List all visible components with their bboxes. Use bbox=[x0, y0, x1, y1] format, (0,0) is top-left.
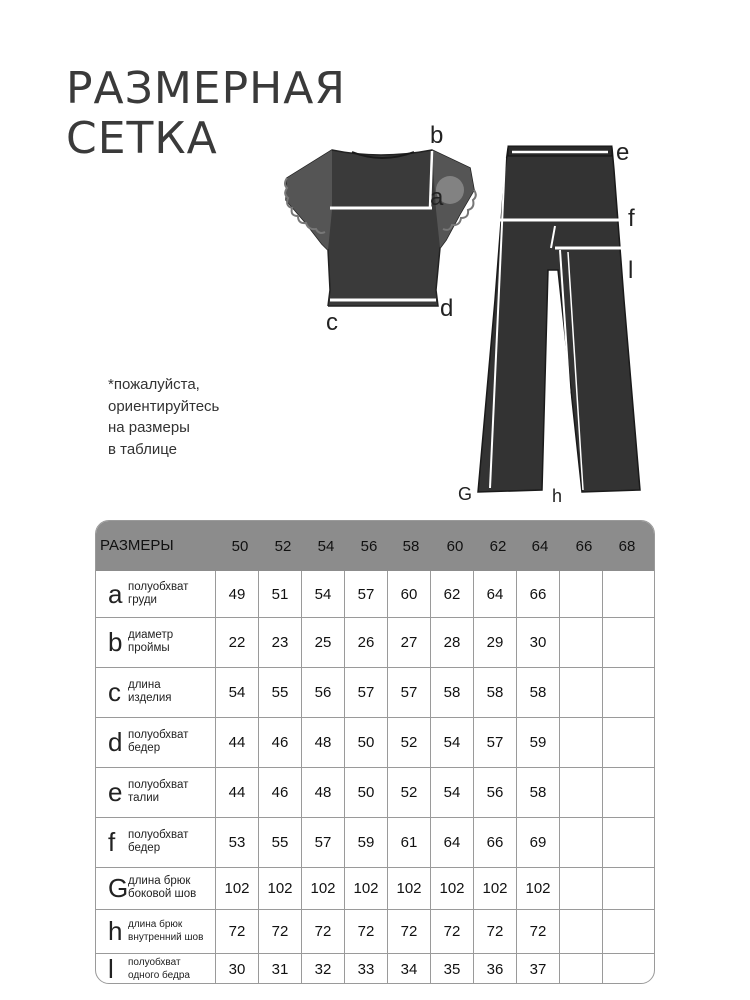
table-cell bbox=[216, 767, 259, 817]
header-size: 50 bbox=[231, 538, 249, 555]
cell-value: 57 bbox=[400, 683, 418, 701]
cell-value: 57 bbox=[357, 683, 375, 701]
cell-value: 64 bbox=[443, 833, 461, 851]
label-a: a bbox=[430, 184, 444, 211]
cell-value: 57 bbox=[357, 585, 375, 603]
table-cell bbox=[517, 617, 560, 667]
cell-value: 44 bbox=[228, 783, 246, 801]
table-cell bbox=[345, 817, 388, 867]
cell-value: 72 bbox=[228, 922, 246, 940]
table-cell bbox=[560, 571, 603, 617]
cell-value: 58 bbox=[529, 683, 547, 701]
cell-value: 61 bbox=[400, 833, 418, 851]
table-cell bbox=[345, 867, 388, 909]
row-description-line: полуобхват bbox=[128, 729, 189, 741]
note-text bbox=[108, 374, 219, 460]
table-cell bbox=[474, 953, 517, 984]
cell-value: 49 bbox=[228, 585, 246, 603]
row-divider bbox=[96, 767, 654, 768]
table-cell bbox=[216, 571, 259, 617]
cell-value: 102 bbox=[439, 879, 465, 897]
cell-value: 35 bbox=[443, 960, 461, 978]
cell-value: 102 bbox=[267, 879, 293, 897]
table-cell bbox=[302, 571, 345, 617]
table-cell bbox=[388, 667, 431, 717]
table-cell bbox=[517, 867, 560, 909]
table-cell bbox=[431, 867, 474, 909]
row-description bbox=[128, 918, 203, 944]
table-cell bbox=[560, 909, 603, 953]
row-letter: d bbox=[108, 727, 123, 757]
table-row bbox=[96, 667, 654, 717]
table-cell bbox=[603, 909, 655, 953]
note-line: *пожалуйста, bbox=[108, 376, 200, 393]
label-e: e bbox=[616, 139, 630, 166]
header-size: 58 bbox=[402, 538, 420, 555]
cell-value: 102 bbox=[310, 879, 336, 897]
row-description-line: полуобхват bbox=[128, 829, 189, 841]
table-cell bbox=[259, 617, 302, 667]
cell-value: 72 bbox=[314, 922, 332, 940]
cell-value: 55 bbox=[271, 833, 289, 851]
table-cell bbox=[259, 571, 302, 617]
cell-value: 32 bbox=[314, 960, 332, 978]
label-G: G bbox=[458, 484, 473, 504]
header-size: 62 bbox=[489, 538, 507, 555]
label-d: d bbox=[440, 295, 454, 322]
table-cell bbox=[388, 867, 431, 909]
table-cell bbox=[603, 867, 655, 909]
table-cell bbox=[560, 717, 603, 767]
row-label bbox=[96, 909, 216, 953]
label-f: f bbox=[628, 205, 635, 232]
cell-value: 50 bbox=[357, 783, 375, 801]
cell-value: 72 bbox=[443, 922, 461, 940]
table-cell bbox=[560, 617, 603, 667]
cell-value: 66 bbox=[486, 833, 504, 851]
table-cell bbox=[259, 817, 302, 867]
table-cell bbox=[302, 909, 345, 953]
table-row bbox=[96, 867, 654, 909]
row-divider bbox=[96, 667, 654, 668]
cell-value: 48 bbox=[314, 783, 332, 801]
cell-value: 46 bbox=[271, 783, 289, 801]
cell-value: 58 bbox=[486, 683, 504, 701]
row-description-line: полуобхват bbox=[128, 581, 189, 593]
title-line-2: СЕТКА bbox=[66, 113, 218, 164]
row-description-line: боковой шов bbox=[128, 888, 197, 900]
table-cell bbox=[216, 953, 259, 984]
cell-value: 46 bbox=[271, 733, 289, 751]
row-description-line: длина брюк bbox=[128, 875, 191, 887]
table-cell bbox=[259, 909, 302, 953]
cell-value: 57 bbox=[486, 733, 504, 751]
cell-value: 36 bbox=[486, 960, 504, 978]
label-c: c bbox=[326, 309, 338, 336]
cell-value: 102 bbox=[224, 879, 250, 897]
table-cell bbox=[345, 909, 388, 953]
table-cell bbox=[388, 571, 431, 617]
table-cell bbox=[345, 767, 388, 817]
table-cell bbox=[431, 571, 474, 617]
table-cell bbox=[517, 953, 560, 984]
row-divider bbox=[96, 909, 654, 910]
row-description bbox=[128, 779, 188, 805]
table-cell bbox=[431, 767, 474, 817]
note-line: ориентируйтесь bbox=[108, 397, 220, 415]
size-table bbox=[95, 520, 655, 984]
table-cell bbox=[302, 717, 345, 767]
row-description-line: проймы bbox=[128, 642, 170, 654]
cell-value: 30 bbox=[228, 960, 246, 978]
row-letter: G bbox=[108, 873, 129, 903]
table-cell bbox=[216, 909, 259, 953]
row-description-line: полуобхват bbox=[128, 957, 181, 968]
header-label: РАЗМЕРЫ bbox=[100, 537, 174, 554]
table-row bbox=[96, 571, 654, 617]
cell-value: 58 bbox=[529, 783, 547, 801]
table-cell bbox=[431, 617, 474, 667]
cell-value: 31 bbox=[271, 960, 289, 978]
table-cell bbox=[474, 767, 517, 817]
cell-value: 59 bbox=[529, 733, 547, 751]
cell-value: 37 bbox=[529, 960, 547, 978]
table-cell bbox=[603, 571, 655, 617]
header-size: 66 bbox=[575, 538, 593, 555]
cell-value: 30 bbox=[529, 633, 547, 651]
cell-value: 54 bbox=[443, 783, 461, 801]
row-description-line: талии bbox=[128, 792, 160, 804]
row-label bbox=[96, 767, 216, 817]
table-cell bbox=[603, 767, 655, 817]
table-cell bbox=[302, 953, 345, 984]
table-cell bbox=[388, 717, 431, 767]
table-row bbox=[96, 817, 654, 867]
row-letter: h bbox=[108, 916, 123, 946]
table-cell bbox=[474, 867, 517, 909]
cell-value: 66 bbox=[529, 585, 547, 603]
table-row bbox=[96, 717, 654, 767]
label-h: h bbox=[552, 486, 563, 506]
row-letter: f bbox=[108, 827, 116, 857]
row-divider bbox=[96, 717, 654, 718]
cell-value: 23 bbox=[271, 633, 289, 651]
table-cell bbox=[302, 867, 345, 909]
cell-value: 53 bbox=[228, 833, 246, 851]
cell-value: 57 bbox=[314, 833, 332, 851]
table-cell bbox=[517, 767, 560, 817]
cell-value: 69 bbox=[529, 833, 547, 851]
row-label bbox=[96, 717, 216, 767]
table-cell bbox=[474, 667, 517, 717]
cell-value: 102 bbox=[525, 879, 551, 897]
cell-value: 52 bbox=[400, 733, 418, 751]
cell-value: 72 bbox=[357, 922, 375, 940]
row-description-line: груди bbox=[128, 594, 157, 606]
row-description bbox=[128, 729, 188, 755]
row-description-line: изделия bbox=[128, 692, 172, 704]
row-divider bbox=[96, 617, 654, 618]
table-cell bbox=[216, 867, 259, 909]
row-description-line: длина брюк bbox=[128, 919, 183, 930]
row-description bbox=[128, 829, 188, 855]
cell-value: 34 bbox=[400, 960, 418, 978]
row-label bbox=[96, 867, 216, 909]
table-cell bbox=[345, 667, 388, 717]
cell-value: 22 bbox=[228, 633, 246, 651]
table-cell bbox=[517, 667, 560, 717]
table-cell bbox=[474, 717, 517, 767]
row-description-line: одного бедра bbox=[128, 970, 190, 981]
row-letter: e bbox=[108, 777, 123, 807]
table-cell bbox=[388, 817, 431, 867]
table-cell bbox=[302, 817, 345, 867]
table-cell bbox=[474, 909, 517, 953]
row-description bbox=[128, 629, 173, 655]
header-size: 54 bbox=[317, 538, 335, 555]
table-cell bbox=[216, 667, 259, 717]
table-cell bbox=[560, 767, 603, 817]
row-description bbox=[128, 875, 196, 901]
cell-value: 72 bbox=[271, 922, 289, 940]
cell-value: 58 bbox=[443, 683, 461, 701]
cell-value: 64 bbox=[486, 585, 504, 603]
pants-illustration bbox=[478, 146, 640, 492]
cell-value: 62 bbox=[443, 585, 461, 603]
cell-value: 51 bbox=[271, 585, 289, 603]
header-size: 52 bbox=[274, 538, 292, 555]
table-cell bbox=[388, 909, 431, 953]
cell-value: 33 bbox=[357, 960, 375, 978]
table-cell bbox=[302, 667, 345, 717]
table-cell bbox=[474, 571, 517, 617]
header-size: 64 bbox=[531, 538, 549, 555]
table-cell bbox=[388, 617, 431, 667]
table-cell bbox=[302, 617, 345, 667]
row-description-line: диаметр bbox=[128, 629, 174, 641]
row-label bbox=[96, 571, 216, 617]
table-cell bbox=[431, 717, 474, 767]
blouse-illustration bbox=[285, 150, 476, 312]
table-cell bbox=[259, 767, 302, 817]
cell-value: 48 bbox=[314, 733, 332, 751]
cell-value: 28 bbox=[443, 633, 461, 651]
cell-value: 54 bbox=[228, 683, 246, 701]
row-letter: c bbox=[108, 677, 121, 707]
table-cell bbox=[259, 717, 302, 767]
table-cell bbox=[259, 953, 302, 984]
label-l: l bbox=[628, 257, 634, 284]
table-cell bbox=[345, 717, 388, 767]
table-cell bbox=[216, 817, 259, 867]
title-line-1: РАЗМЕРНАЯ bbox=[66, 63, 346, 114]
row-description-line: внутренний шов bbox=[128, 932, 204, 943]
cell-value: 29 bbox=[486, 633, 504, 651]
table-cell bbox=[431, 667, 474, 717]
table-cell bbox=[517, 571, 560, 617]
row-description bbox=[128, 956, 190, 982]
table-cell bbox=[603, 667, 655, 717]
label-b: b bbox=[430, 122, 444, 149]
table-cell bbox=[388, 953, 431, 984]
table-cell bbox=[560, 817, 603, 867]
header-size: 56 bbox=[360, 538, 378, 555]
cell-value: 26 bbox=[357, 633, 375, 651]
table-cell bbox=[603, 617, 655, 667]
table-cell bbox=[603, 717, 655, 767]
table-cell bbox=[560, 953, 603, 984]
table-cell bbox=[259, 667, 302, 717]
table-cell bbox=[216, 617, 259, 667]
table-cell bbox=[216, 717, 259, 767]
table-cell bbox=[603, 953, 655, 984]
cell-value: 54 bbox=[314, 585, 332, 603]
cell-value: 59 bbox=[357, 833, 375, 851]
cell-value: 27 bbox=[400, 633, 418, 651]
cell-value: 72 bbox=[400, 922, 418, 940]
table-cell bbox=[517, 909, 560, 953]
table-cell bbox=[431, 909, 474, 953]
cell-value: 60 bbox=[400, 585, 418, 603]
cell-value: 44 bbox=[228, 733, 246, 751]
note-line: на размеры bbox=[108, 419, 190, 436]
table-cell bbox=[431, 817, 474, 867]
cell-value: 54 bbox=[443, 733, 461, 751]
table-cell bbox=[345, 571, 388, 617]
row-letter: b bbox=[108, 627, 123, 657]
table-cell bbox=[474, 617, 517, 667]
cell-value: 72 bbox=[486, 922, 504, 940]
row-divider bbox=[96, 817, 654, 818]
row-label bbox=[96, 817, 216, 867]
row-label bbox=[96, 667, 216, 717]
cell-value: 55 bbox=[271, 683, 289, 701]
table-cell bbox=[345, 953, 388, 984]
table-cell bbox=[345, 617, 388, 667]
table-row bbox=[96, 767, 654, 817]
row-description-line: длина bbox=[128, 679, 161, 691]
row-letter: l bbox=[108, 954, 114, 984]
table-cell bbox=[517, 817, 560, 867]
row-description bbox=[128, 679, 172, 705]
table-cell bbox=[603, 817, 655, 867]
row-label bbox=[96, 953, 216, 984]
row-description-line: бедер bbox=[128, 742, 161, 754]
row-divider bbox=[96, 867, 654, 868]
cell-value: 102 bbox=[482, 879, 508, 897]
row-description-line: бедер bbox=[128, 842, 161, 854]
table-cell bbox=[259, 867, 302, 909]
cell-value: 72 bbox=[529, 922, 547, 940]
header-size: 68 bbox=[618, 538, 636, 555]
row-letter: a bbox=[108, 579, 123, 609]
note-line: в таблице bbox=[108, 440, 177, 458]
table-cell bbox=[431, 953, 474, 984]
cell-value: 102 bbox=[353, 879, 379, 897]
table-row bbox=[96, 617, 654, 667]
table-cell bbox=[474, 817, 517, 867]
cell-value: 25 bbox=[314, 633, 332, 651]
table-cell bbox=[560, 867, 603, 909]
table-cell bbox=[517, 717, 560, 767]
table-cell bbox=[388, 767, 431, 817]
row-description-line: полуобхват bbox=[128, 779, 189, 791]
cell-value: 52 bbox=[400, 783, 418, 801]
cell-value: 56 bbox=[314, 683, 332, 701]
size-table-header bbox=[96, 521, 654, 571]
cell-value: 50 bbox=[357, 733, 375, 751]
header-size: 60 bbox=[446, 538, 464, 555]
cell-value: 102 bbox=[396, 879, 422, 897]
cell-value: 56 bbox=[486, 783, 504, 801]
table-row bbox=[96, 953, 654, 984]
table-row bbox=[96, 909, 654, 953]
row-description bbox=[128, 581, 188, 607]
row-divider bbox=[96, 953, 654, 954]
table-cell bbox=[560, 667, 603, 717]
row-label bbox=[96, 617, 216, 667]
table-cell bbox=[302, 767, 345, 817]
